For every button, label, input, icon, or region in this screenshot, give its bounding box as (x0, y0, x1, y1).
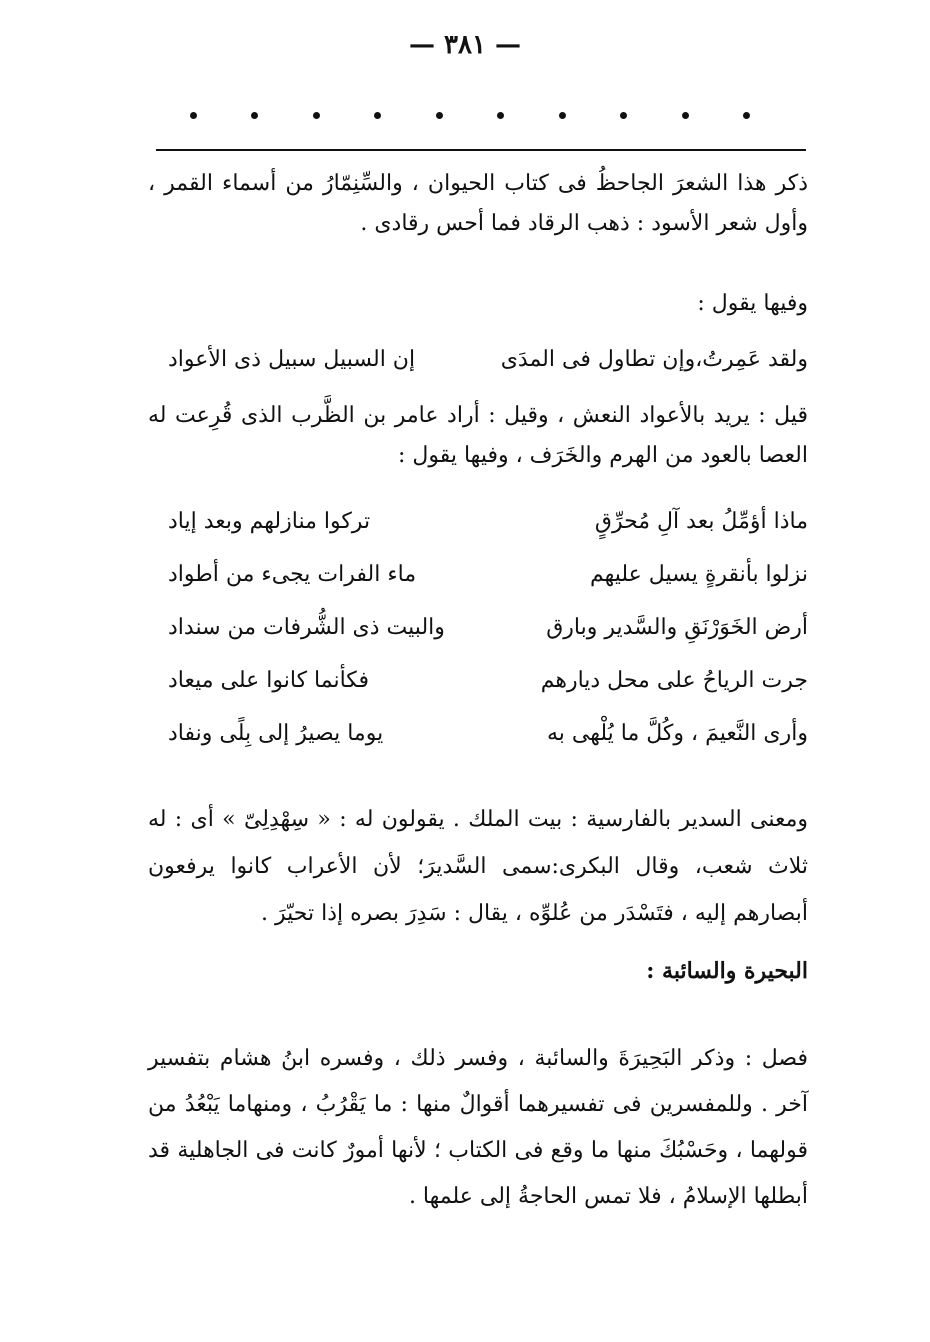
paragraph-5: فصل : وذكر البَحِيرَةَ والسائبة ، وفسر ذلك ، وفسره ابنُ هشام بتفسير آخر . وللمفسرين فى تفسيرهما أقوالٌ منها : ما يَقْرُبُ ، ومنهاما يَبْعُدُ من قولهما ، وحَسْبُكَ منها ما وقع فى الكتاب ؛ لأنها أمورٌ كانت فى الجاهلية قد أبطلها الإسلامُ ، فلا تمس الحاجةُ إلى علمها . (148, 1046, 808, 1209)
paragraph-2: وفيها يقول : (697, 291, 808, 316)
ornament-dot (559, 112, 566, 119)
verse-hemistich-second: ماء الفرات يجىء من أطواد (168, 562, 417, 587)
verse-hemistich-second: إن السبيل سبيل ذى الأعواد (168, 347, 416, 372)
verse-hemistich-first: أرض الخَوَرْنَقِ والسَّدير وبارق (546, 615, 808, 640)
ornament-dot (374, 112, 381, 119)
verse-hemistich-second: فكأنما كانوا على ميعاد (168, 668, 369, 693)
verse-line (168, 714, 808, 754)
verse-hemistich-second: تركوا منازلهم وبعد إياد (168, 509, 371, 534)
header-rule (156, 149, 806, 151)
ornament-dot (497, 112, 504, 119)
paragraph-1: ذكر هذا الشعرَ الجاحظُ فى كتاب الحيوان ، والسِّنِمّارُ من أسماء القمر ، وأول شعر الأسود : ذهب الرقاد فما أحس رقادى . (148, 171, 808, 236)
ornament-dot (436, 112, 443, 119)
ornament-dot (313, 112, 320, 119)
verse-line (168, 608, 808, 648)
verse-hemistich-first: ولقد عَمِرتُ،وإن تطاول فى المدَى (500, 347, 808, 372)
page-number: — ٣٨١ — (408, 30, 522, 60)
verse-line (168, 661, 808, 701)
verse-line (168, 502, 808, 542)
verse-line (168, 340, 808, 380)
verse-line (168, 555, 808, 595)
ornament-dot (620, 112, 627, 119)
verse-hemistich-first: وأرى النَّعيمَ ، وكُلَّ ما يُلْهى به (546, 721, 808, 746)
verse-hemistich-second: يوما يصيرُ إلى بِلًى ونفاد (168, 721, 384, 746)
paragraph-4: ومعنى السدير بالفارسية : بيت الملك . يقولون له : « سِهْدِلِىّ » أى : له ثلاث شعب، وقال البكرى:سمى السَّديرَ؛ لأن الأعراب كانوا يرفعون أبصارهم إليه ، فتَسْدَر من عُلوِّه ، يقال : سَدِرَ بصره إذا تحيّرَ . (148, 807, 808, 926)
ornament-dot (743, 112, 750, 119)
verse-hemistich-first: نزلوا بأنقرةٍ يسيل عليهم (589, 562, 808, 587)
verse-hemistich-second: والبيت ذى الشُّرفات من سنداد (168, 615, 445, 640)
ornament-dot (251, 112, 258, 119)
ornament-dot (190, 112, 197, 119)
paragraph-3: قيل : يريد بالأعواد النعش ، وقيل : أراد عامر بن الظَّرب الذى قُرِعت له العصا بالعود من الهرم والخَرَف ، وفيها يقول : (148, 403, 808, 468)
verse-hemistich-first: ماذا أؤمِّلُ بعد آلِ مُحرِّقٍ (594, 509, 808, 534)
ornament-dot (682, 112, 689, 119)
ornament-dots (190, 112, 750, 119)
section-heading: البحيرة والسائبة : (646, 958, 808, 984)
verse-hemistich-first: جرت الرياحُ على محل ديارهم (540, 668, 808, 693)
